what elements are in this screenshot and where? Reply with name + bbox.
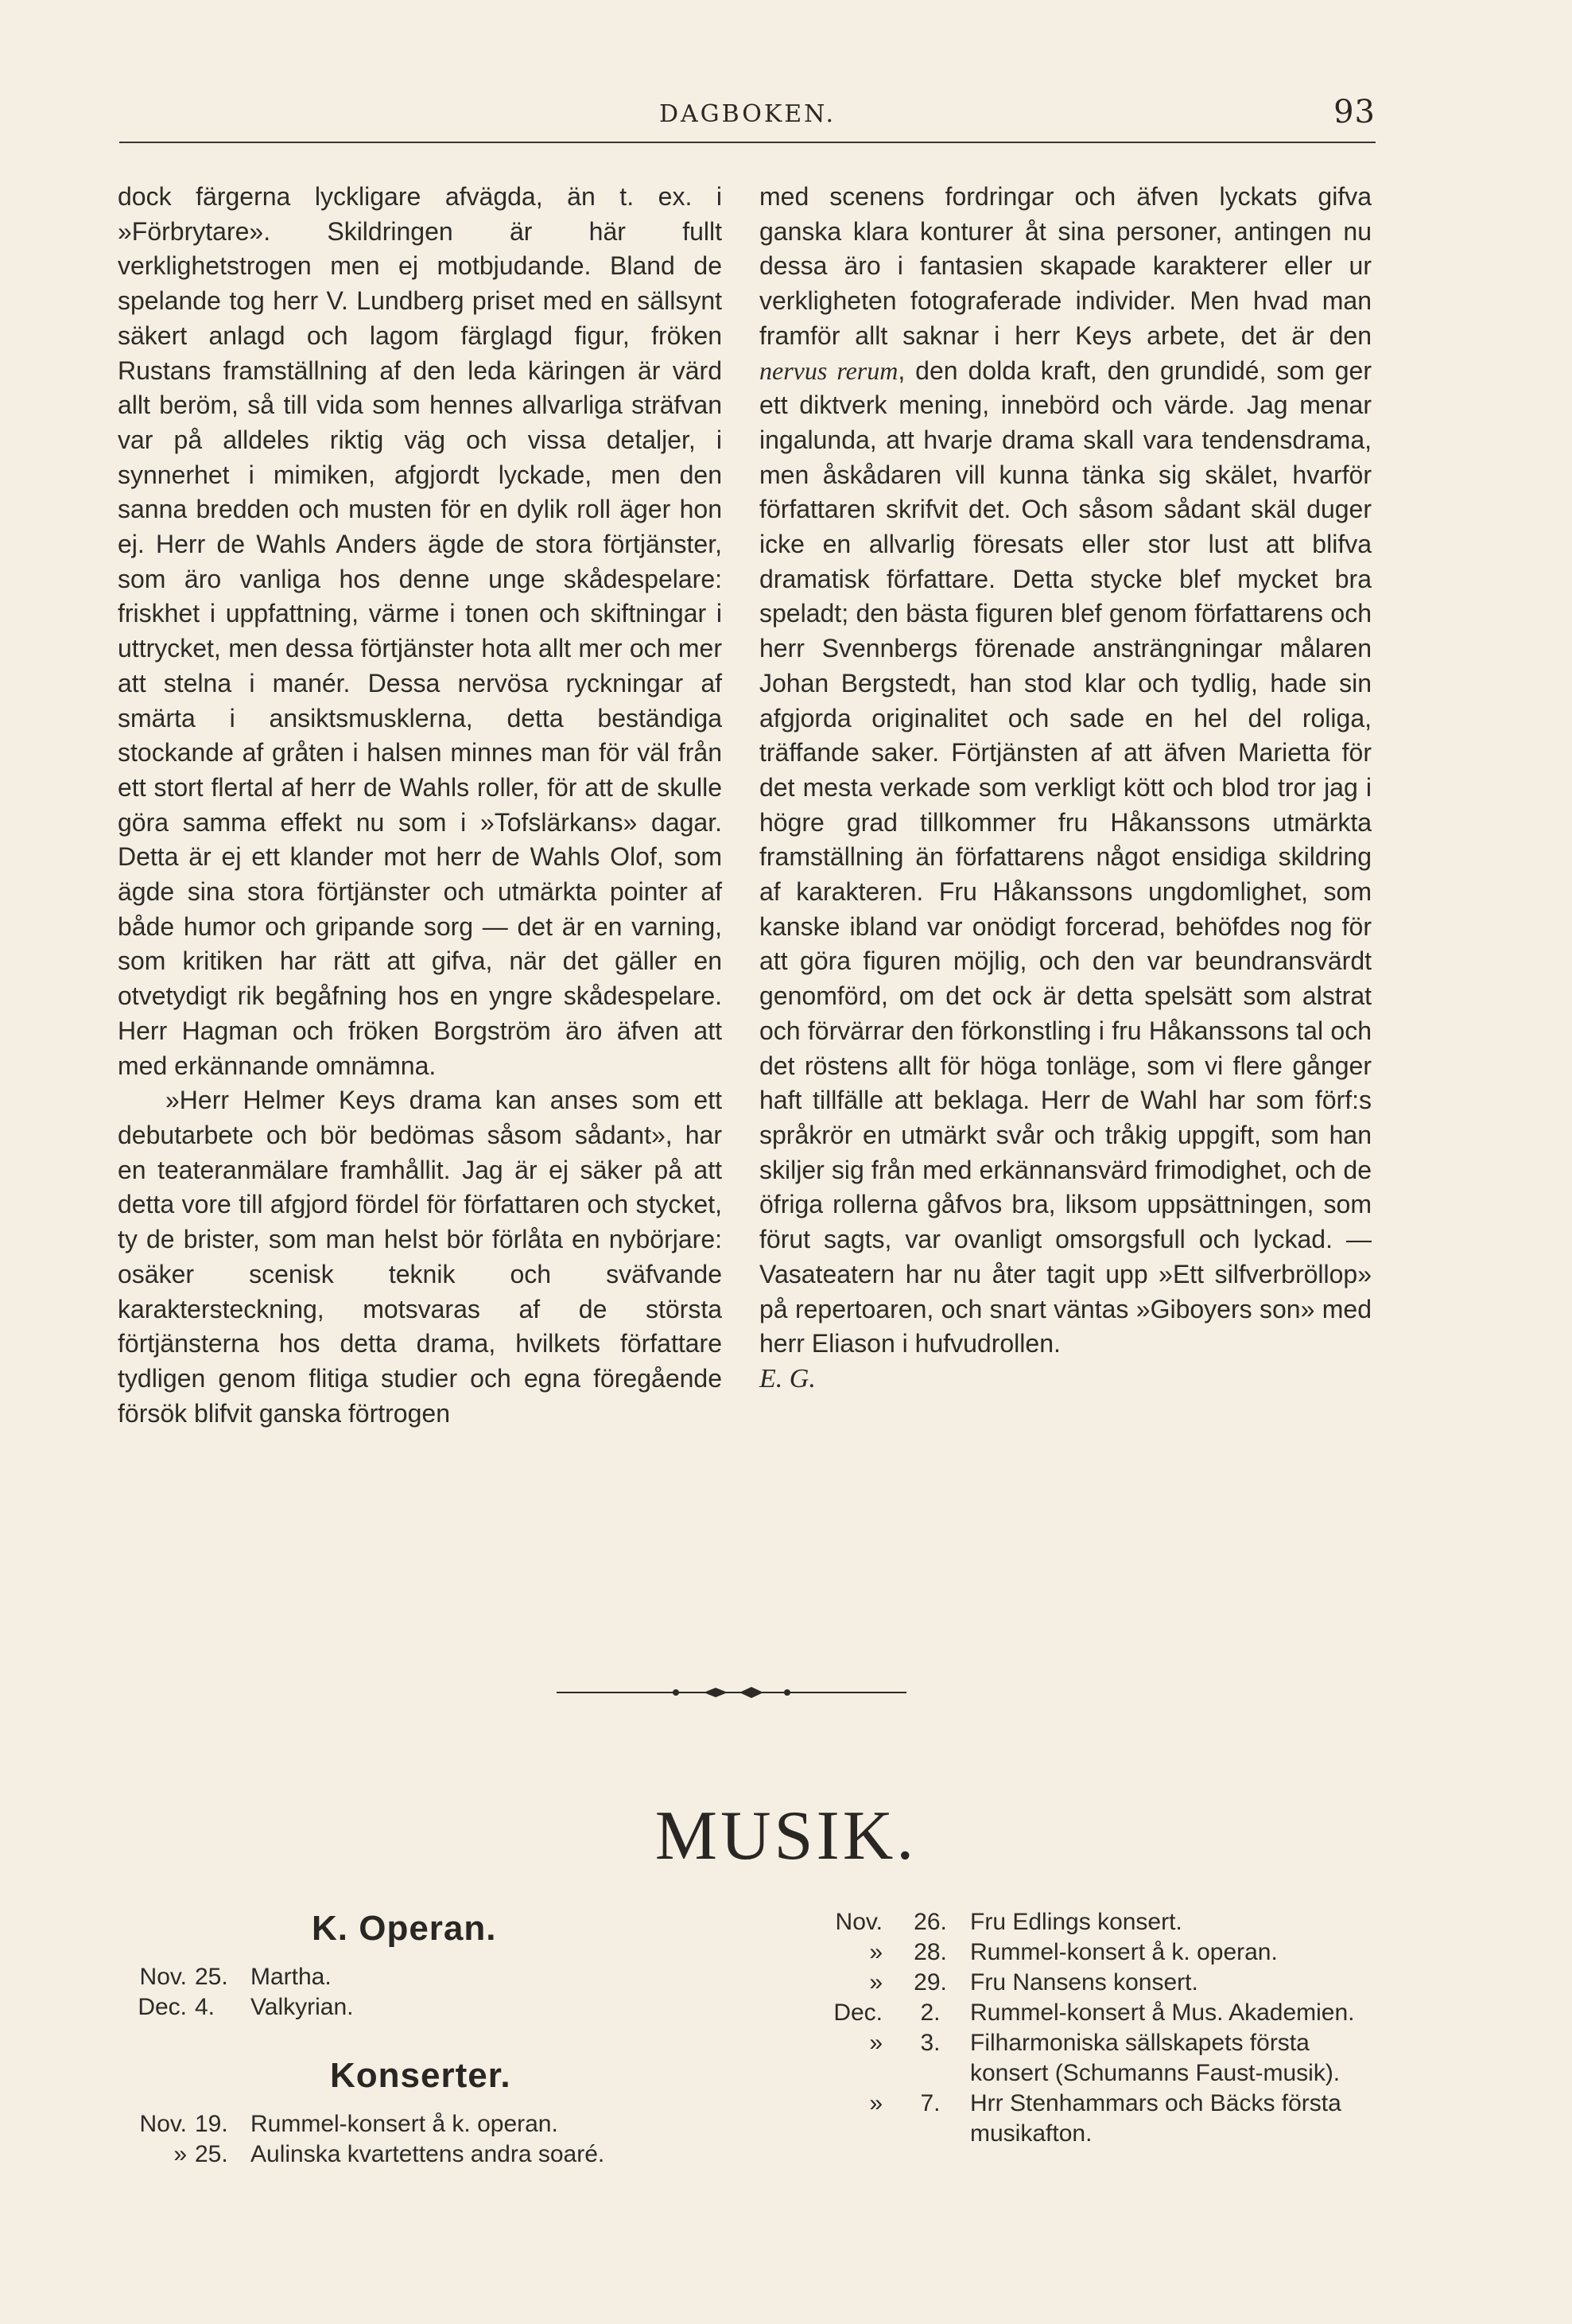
article-paragraph: dock färgerna lyckligare afvägda, än t. ex. i »Förbrytare». Skildringen är här fullt verklighetstrogen men ej motbjudande. Bland de spelande tog herr V. Lundberg priset med en sällsynt säkert anlagd och lagom färglagd figur, fröken Rustans framställning af den leda käringen är värd allt beröm, så till vida som hennes allvarliga sträfvan var på alldeles riktig väg och vissa detaljer, i synnerhet i mimiken, afgjordt lyckade, men den sanna bredden och musten för en dylik roll äger hon ej. Herr de Wahls Anders ägde de stora förtjänster, som äro vanliga hos denne unge skådespelare: friskhet i uppfattning, värme i tonen och skiftningar i uttrycket, men dessa förtjänster hota allt mer och mer att stelna i manér. Dessa nervösa ryckningar af smärta i ansiktsmusklerna, detta beständiga stockande af gråten i halsen minnes man för väl från ett stort flertal af herr de Wahls roller, för att de skulle göra samma effekt nu som i »Tofslärkans» dagar. Detta är ej ett klander mot herr de Wahls Olof, som ägde sina stora förtjänster och utmärkta pointer af både humor och gripande sorg — det är en varning, som kritiken har rätt att gifva, när det gäller en otvetydigt rik begåfning hos en yngre skådespelare. Herr Hagman och fröken Borgström äro äfven att med erkännande omnämna. — [118, 182, 722, 1080]
article-right-column — [759, 180, 1372, 1397]
month: » — [869, 1969, 883, 1996]
running-title: DAGBOKEN. — [658, 100, 836, 128]
day: 25. — [195, 1964, 228, 1990]
text-run: , den dolda kraft, den grundidé, som ger ett diktverk mening, innebörd och värde. Jag menar ingalunda, att hvarje drama skall vara tendensdrama, men åskådaren vill kunna tänka sig skälet, hvarför författaren skrifvit det. Och såsom sådant skäl duger icke en allvarlig föresats eller stor lust att blifva dramatisk författare. Detta stycke blef mycket bra speladt; den bästa figuren blef genom författarens och herr Svennbergs förenade ansträngningar målaren Johan Bergstedt, han stod klar och tydlig, hade sin afgjorda originalitet och sade en hel del roliga, träffande saker. Förtjänsten af att äfven Marietta för det mesta verkade som verkligt kött och blod tror jag i högre grad tillkommer fru Håkanssons utmärkta framställning än författarens något ensidiga skildring af karakteren. Fru Håkanssons ungdomlighet, som kanske ibland var onödigt forcerad, behöfdes nog för att göra figuren möjlig, och den var beundransvärdt genomförd, om det ock är detta spelsätt som alstrat och förvärrar den förkonstling i fru Håkanssons tal och det röstens allt för höga tonläge, som vi flere gånger haft tillfälle att beklaga. Herr de Wahl har som förf:s språkrör en utmärkt svår och tråkig uppgift, som han skiljer sig från med erkännansvärd frimodighet, och de öfriga rollerna gåfvos bra, liksom uppsättningen, som förut sagts, var ovanligt omsorgsfull och lyckad. — Vasateatern har nu åter tagit upp »Ett silfverbröllop» på repertoaren, och snart väntas »Giboyers son» med herr Eliason i hufvudrollen. — [759, 356, 1372, 1358]
list-item — [819, 1998, 1376, 2028]
text-run: med scenens fordringar och äfven lyckats gifva ganska klara konturer åt sina personer, antingen nu dessa äro i fantasien skapade karakterer eller ur verkligheten fotograferade individer. Men hvad man framför allt saknar i herr Keys arbete, det är den — [759, 182, 1372, 350]
month: » — [869, 2030, 883, 2056]
italic-phrase: nervus rerum — [759, 356, 899, 385]
list-item — [819, 2028, 1376, 2089]
konserter-list — [119, 2109, 724, 2170]
konserter-heading: Konserter. — [330, 2056, 511, 2095]
signature: E. G. — [759, 1363, 816, 1393]
day: 29. — [914, 1969, 947, 1996]
list-item — [119, 1962, 724, 1992]
day: 25. — [195, 2141, 228, 2167]
event: Filharmoniska sällskapets första konsert (Schumanns Faust-musik). — [970, 2030, 1341, 2086]
day: 26. — [914, 1909, 947, 1935]
day: 19. — [195, 2111, 228, 2137]
day: 28. — [914, 1939, 947, 1965]
event: Rummel-konsert å k. operan. — [250, 2111, 558, 2137]
month: Nov. — [139, 1964, 187, 1990]
running-head — [119, 94, 1376, 134]
month: Dec. — [833, 1999, 883, 2026]
list-item — [819, 1937, 1376, 1968]
event: Fru Nansens konsert. — [970, 1969, 1198, 1996]
list-item — [119, 2109, 724, 2139]
day: 7. — [920, 2090, 941, 2116]
ornament-divider — [557, 1685, 906, 1700]
month: Nov. — [139, 2111, 187, 2137]
operan-heading: K. Operan. — [312, 1909, 497, 1948]
event: Valkyrian. — [250, 1994, 354, 2020]
concert-calendar-list — [819, 1907, 1376, 2149]
day: 4. — [195, 1994, 215, 2020]
article-left-column — [118, 180, 722, 1431]
event: Rummel-konsert å k. operan. — [970, 1939, 1278, 1965]
event: Fru Edlings konsert. — [970, 1909, 1182, 1935]
list-item — [819, 1907, 1376, 1937]
day: 2. — [920, 1999, 941, 2026]
operan-list — [119, 1962, 724, 2023]
day: 3. — [920, 2030, 941, 2056]
month: » — [869, 2090, 883, 2116]
list-item — [819, 1968, 1376, 1998]
month: » — [173, 2141, 187, 2167]
article-paragraph: »Herr Helmer Keys drama kan anses som ett debutarbete och bör bedömas såsom sådant», har en teateranmälare framhållit. Jag är ej säker på att detta vore till afgjord fördel för författaren och stycket, ty de brister, som man helst bör förlåta en nybörjare: osäker scenisk teknik och sväfvande karaktersteckning, motsvaras af de största förtjänsterna hos detta drama, hvilkets författare tydligen genom flitiga studier och egna föregående försök blifvit ganska förtrogen — [118, 1086, 722, 1428]
event: Martha. — [250, 1964, 332, 1990]
event: Aulinska kvartettens andra soaré. — [250, 2141, 605, 2167]
section-title: MUSIK. — [654, 1797, 918, 1875]
page-number: 93 — [1333, 94, 1376, 130]
event: Hrr Stenhammars och Bäcks första musikafton. — [970, 2090, 1341, 2147]
article-paragraph — [759, 180, 1372, 1362]
month: » — [869, 1939, 883, 1965]
list-item — [119, 1992, 724, 2023]
month: Dec. — [138, 1994, 187, 2020]
list-item — [819, 2089, 1376, 2149]
event: Rummel-konsert å Mus. Akademien. — [970, 1999, 1355, 2026]
list-item — [119, 2139, 724, 2170]
month: Nov. — [835, 1909, 883, 1935]
header-rule — [119, 142, 1376, 143]
